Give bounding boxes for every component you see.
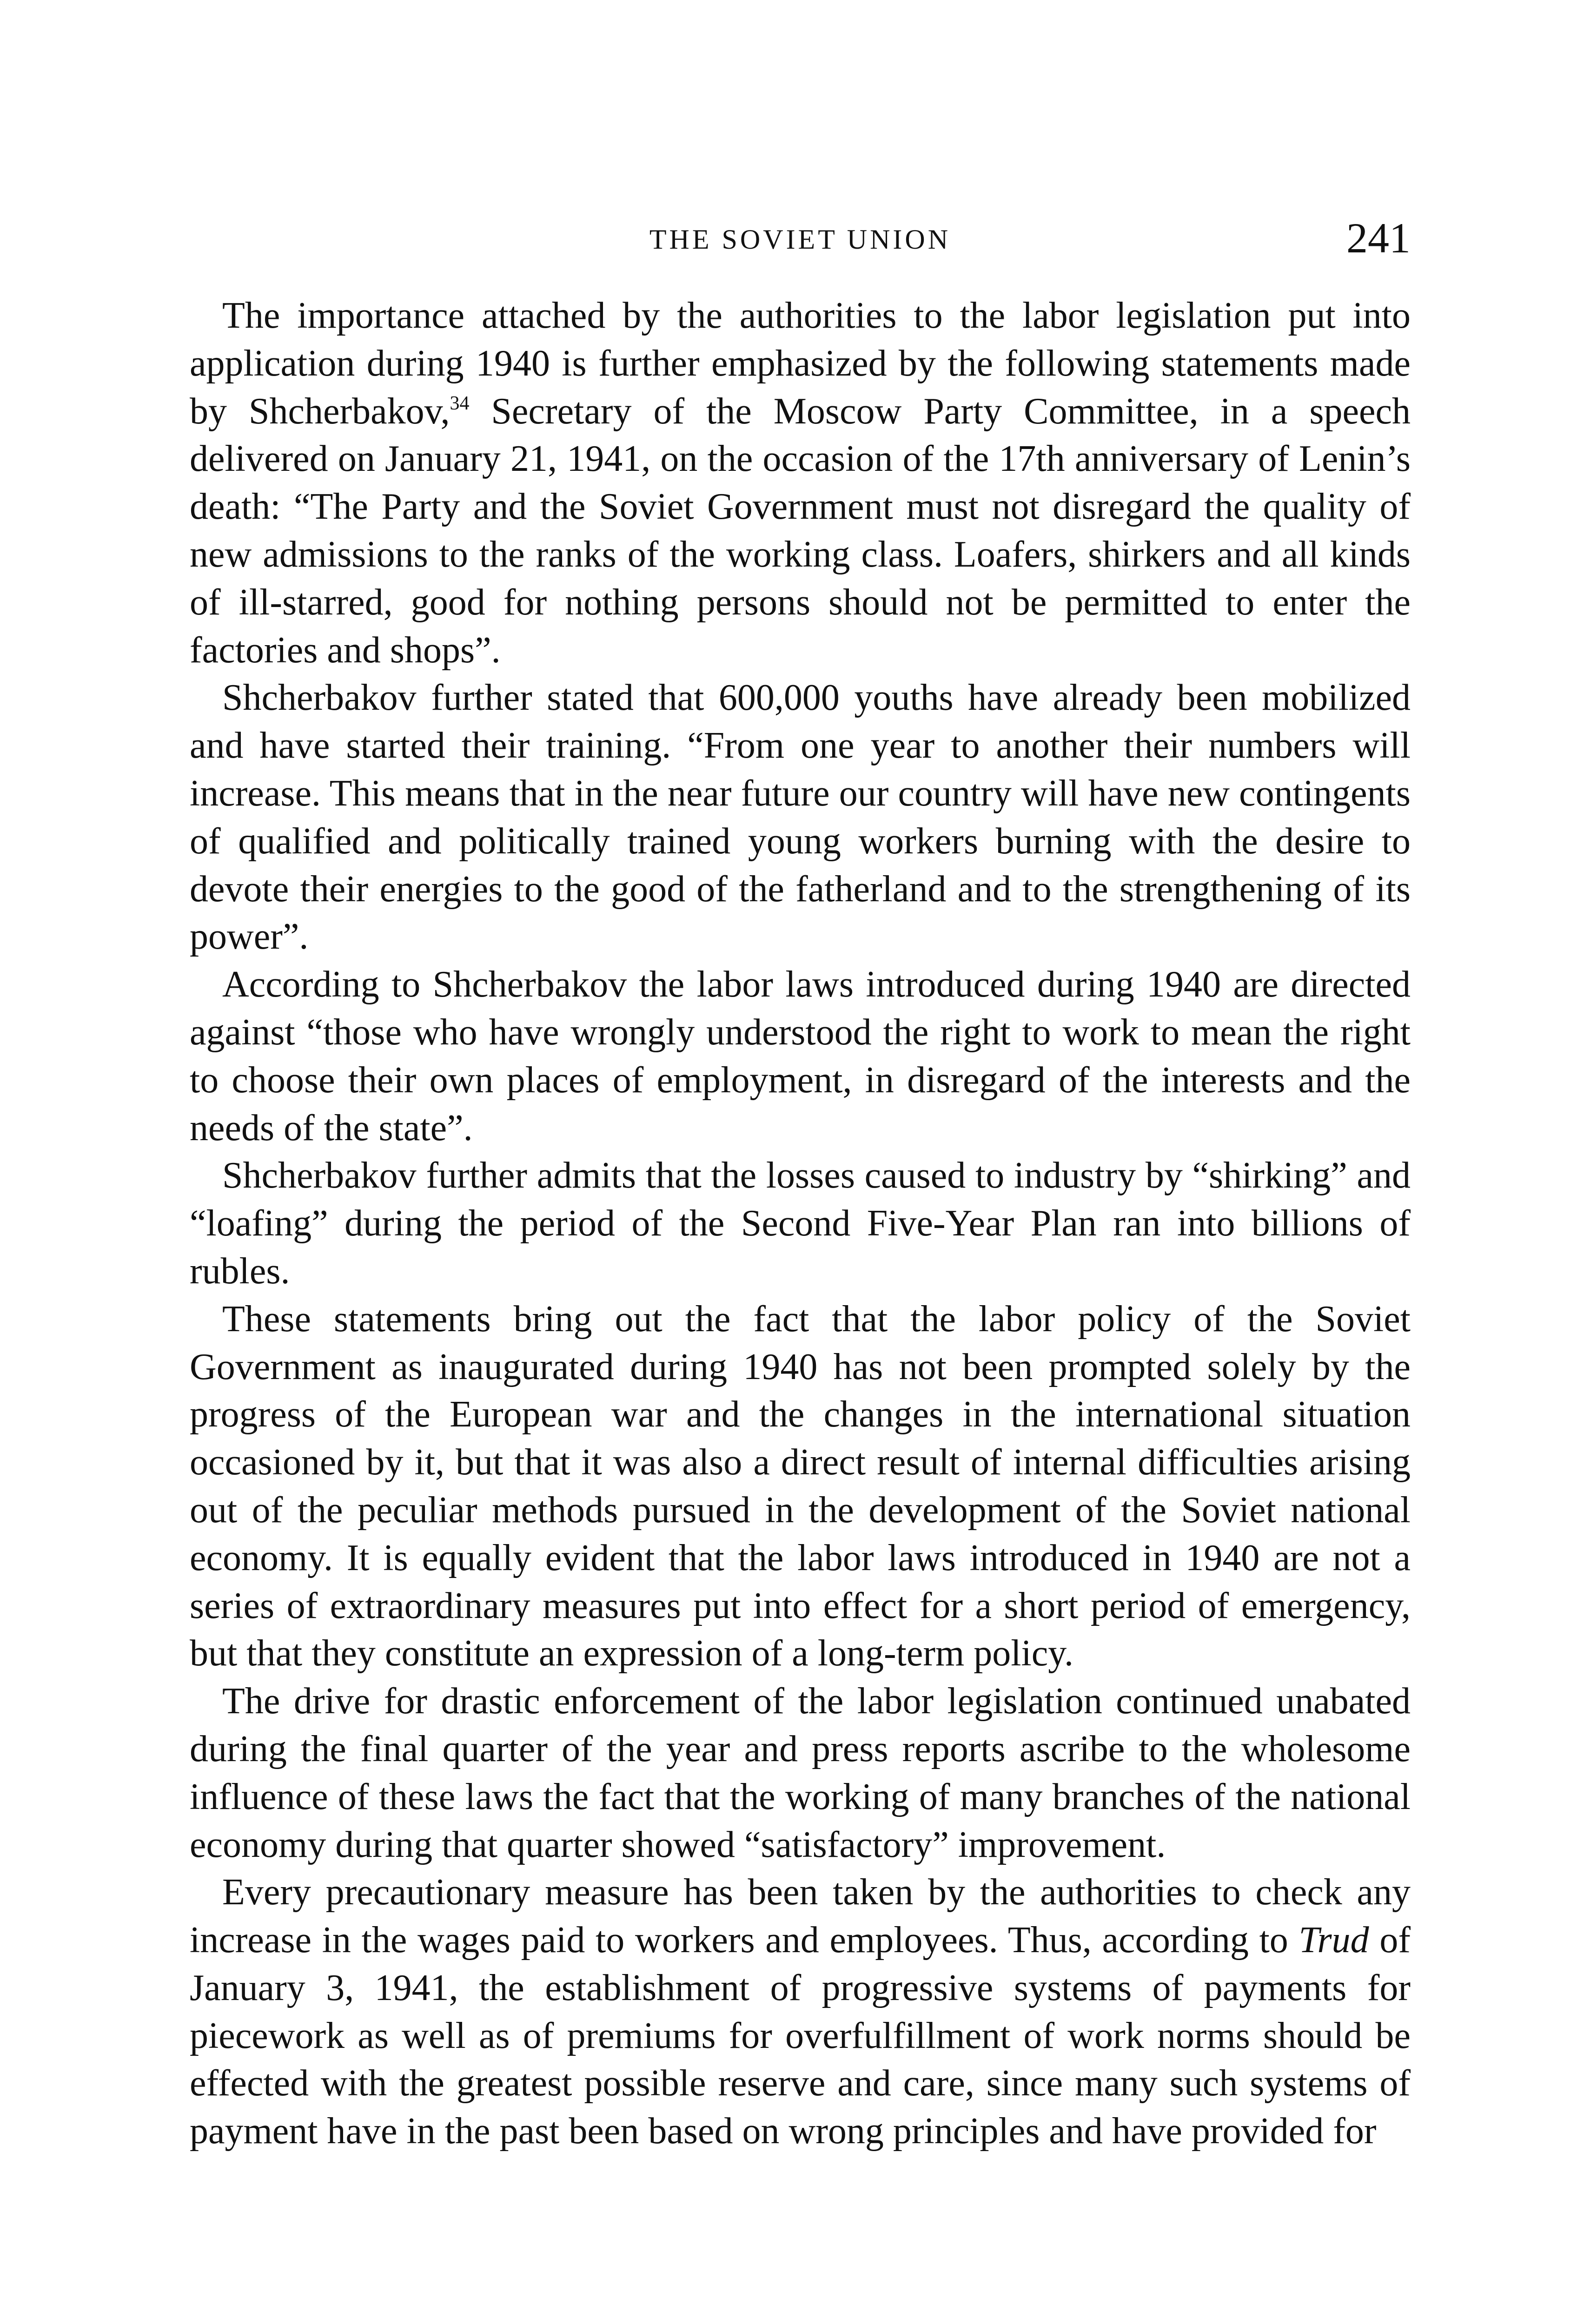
paragraph: These statements bring out the fact that the labor policy of the Soviet Government as inaugurated during 1940 has not been prompted solely by the progress of the European war and the changes in the international situation occasioned by it, but that it was also a direct result of internal difficulties arising out of the peculiar methods pursued in the development of the Soviet national economy. It is equally evident that the labor laws introduced in 1940 are not a series of extraordinary measures put into effect for a short period of emergency, but that they constitute an expression of a long-term policy. [190,1298,1411,1674]
running-title: THE SOVIET UNION [649,224,951,255]
paragraph: According to Shcherbakov the labor laws introduced during 1940 are directed against “those who have wrongly understood the right to work to mean the right to choose their own places of employment, in disregard of the interests and the needs of the state”. [190,964,1411,1149]
publication-title: Trud [1298,1920,1369,1961]
paragraph: The drive for drastic enforcement of the labor legislation continued unabated during the final quarter of the year and press reports ascribe to the wholesome influence of these laws the fact that the working of many branches of the national economy during that quarter showed “satisfactory” improvement. [190,1681,1411,1865]
paragraph-text: The importance attached by the authorities to the labor legislation put into application during 1940 is further emphasized by the following statements made by Shcherbakov, [190,295,1411,432]
body-text [190,292,1411,2155]
paragraph-text: Secretary of the Moscow Party Committee, in a speech delivered on January 21, 1941, on the occasion of the 17th anniversary of Lenin’s death: “The Party and the Soviet Government must not disregard the quality of new admissions to the ranks of the working class. Loafers, shirkers and all kinds of ill-starred, good for nothing persons should not be permitted to enter the factories and shops”. [190,390,1411,671]
book-page [190,0,1411,2324]
paragraph [190,292,1411,674]
paragraph [190,1868,1411,2155]
paragraph: Shcherbakov further stated that 600,000 youths have already been mobilized and have started their training. “From one year to another their numbers will increase. This means that in the near future our country will have new contingents of qualified and politically trained young workers burning with the desire to devote their energies to the good of the fatherland and to the strengthening of its power”. [190,677,1411,957]
running-head [190,215,1411,261]
page-number: 241 [1346,214,1411,262]
paragraph-text: Every precautionary measure has been taken by the authorities to check any increase in the wages paid to workers and employees. Thus, according to [190,1872,1411,1961]
footnote-reference: 34 [450,392,470,414]
paragraph-text: of January 3, 1941, the establishment of progressive systems of payments for piecework as well as of premiums for overfulfillment of work norms should be effected with the greatest possible reserve and care, since many such systems of payment have in the past been based on wrong principles and have provided for [190,1920,1411,2152]
paragraph: Shcherbakov further admits that the losses caused to industry by “shirking” and “loafing” during the period of the Second Five-Year Plan ran into billions of rubles. [190,1155,1411,1292]
